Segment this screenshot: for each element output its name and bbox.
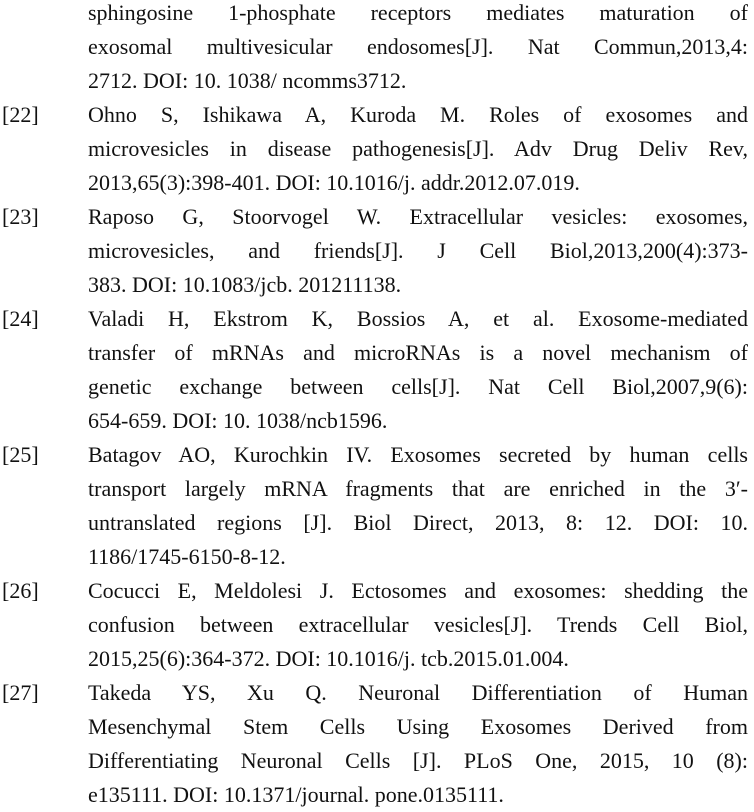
- reference-text-line: Takeda YS, Xu Q. Neuronal Differentiation of Human: [88, 680, 748, 705]
- reference-text-line: confusion between extracellular vesicles[J]. Trends Cell Biol,: [88, 612, 748, 637]
- reference-text-line: Valadi H, Ekstrom K, Bossios A, et al. Exosome-mediated: [88, 306, 748, 331]
- reference-text-line: Mesenchymal Stem Cells Using Exosomes Derived from: [88, 714, 748, 739]
- reference-text-line: 383. DOI: 10.1083/jcb. 201211138.: [88, 272, 402, 297]
- reference-entry: [0, 676, 754, 812]
- reference-text-line: 2712. DOI: 10. 1038/ ncomms3712.: [88, 68, 407, 93]
- reference-text-line: 2013,65(3):398-401. DOI: 10.1016/j. addr.2012.07.019.: [88, 170, 580, 195]
- reference-text-line: 1186/1745-6150-8-12.: [88, 544, 286, 569]
- reference-entry: [0, 200, 754, 302]
- reference-entry: [0, 438, 754, 574]
- reference-text-line: Ohno S, Ishikawa A, Kuroda M. Roles of exosomes and: [88, 102, 748, 127]
- reference-text-line: untranslated regions [J]. Biol Direct, 2013, 8: 12. DOI: 10.: [88, 510, 748, 535]
- reference-text-line: transport largely mRNA fragments that are enriched in the 3′-: [88, 476, 748, 501]
- reference-number: [26]: [2, 578, 39, 603]
- reference-text-line: 654-659. DOI: 10. 1038/ncb1596.: [88, 408, 388, 433]
- reference-entry: [0, 0, 754, 98]
- reference-number: [24]: [2, 306, 39, 331]
- reference-number: [27]: [2, 680, 39, 705]
- reference-text-line: transfer of mRNAs and microRNAs is a novel mechanism of: [88, 340, 748, 365]
- reference-text-line: genetic exchange between cells[J]. Nat Cell Biol,2007,9(6):: [88, 374, 748, 399]
- reference-entry: [0, 302, 754, 438]
- reference-text-line: Batagov AO, Kurochkin IV. Exosomes secreted by human cells: [88, 442, 748, 467]
- reference-text-line: exosomal multivesicular endosomes[J]. Nat Commun,2013,4:: [88, 34, 748, 59]
- reference-text-line: sphingosine 1-phosphate receptors mediates maturation of: [88, 0, 748, 25]
- reference-number: [23]: [2, 204, 39, 229]
- reference-text-line: Differentiating Neuronal Cells [J]. PLoS One, 2015, 10 (8):: [88, 748, 748, 773]
- reference-text-line: 2015,25(6):364-372. DOI: 10.1016/j. tcb.2015.01.004.: [88, 646, 569, 671]
- reference-text-line: Cocucci E, Meldolesi J. Ectosomes and exosomes: shedding the: [88, 578, 748, 603]
- reference-text-line: Raposo G, Stoorvogel W. Extracellular vesicles: exosomes,: [88, 204, 748, 229]
- reference-text-line: microvesicles, and friends[J]. J Cell Biol,2013,200(4):373-: [88, 238, 748, 263]
- reference-text-line: e135111. DOI: 10.1371/journal. pone.0135111.: [88, 782, 504, 807]
- reference-text-line: microvesicles in disease pathogenesis[J]. Adv Drug Deliv Rev,: [88, 136, 748, 161]
- reference-number: [22]: [2, 102, 39, 127]
- reference-entry: [0, 574, 754, 676]
- reference-number: [25]: [2, 442, 39, 467]
- reference-entry: [0, 98, 754, 200]
